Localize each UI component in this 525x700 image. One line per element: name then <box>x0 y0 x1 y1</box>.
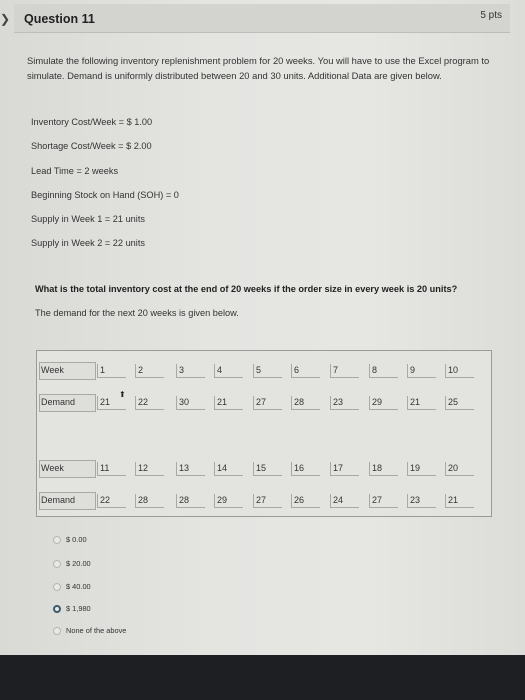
demand-cell: 21 <box>448 495 459 505</box>
week-cell: 5 <box>256 365 262 375</box>
week-cell: 14 <box>217 463 228 473</box>
demand-cell: 28 <box>294 397 305 407</box>
demand-cell: 21 <box>100 397 111 407</box>
demand-cell: 23 <box>410 495 421 505</box>
week-cell: 12 <box>138 463 149 473</box>
demand-cell: 22 <box>138 397 149 407</box>
week-cell: 13 <box>179 463 190 473</box>
week-cell: 1 <box>100 365 106 375</box>
demand-cell: 22 <box>100 495 111 505</box>
week-label: Week <box>41 365 64 375</box>
answer-option-label: None of the above <box>66 626 127 635</box>
week-cell: 18 <box>372 463 383 473</box>
demand-note: The demand for the next 20 weeks is given below. <box>35 308 239 318</box>
radio-icon[interactable] <box>53 627 61 635</box>
param-shortage-cost: Shortage Cost/Week = $ 2.00 <box>31 141 152 151</box>
radio-icon[interactable] <box>53 536 61 544</box>
demand-label: Demand <box>41 397 76 407</box>
param-supply-week2: Supply in Week 2 = 22 units <box>31 238 145 248</box>
week-cell: 3 <box>179 365 185 375</box>
demand-cell: 29 <box>372 397 383 407</box>
answer-option-label: $ 40.00 <box>66 582 91 591</box>
answer-option-label: $ 1,980 <box>66 604 91 613</box>
week-cell: 20 <box>448 463 459 473</box>
radio-icon[interactable] <box>53 560 61 568</box>
week-cell: 16 <box>294 463 305 473</box>
week-cell: 19 <box>410 463 421 473</box>
demand-cell: 21 <box>410 397 421 407</box>
answer-option-label: $ 20.00 <box>66 559 91 568</box>
week-cell: 7 <box>333 365 339 375</box>
answer-option[interactable] <box>53 535 87 544</box>
week-cell: 6 <box>294 365 300 375</box>
week-label: Week <box>41 463 64 473</box>
week-cell: 8 <box>372 365 378 375</box>
answer-option[interactable] <box>53 604 91 613</box>
radio-selected-icon[interactable] <box>53 605 61 613</box>
week-cell: 4 <box>217 365 223 375</box>
chevron-right-icon[interactable]: ❯ <box>0 12 11 26</box>
demand-label: Demand <box>41 495 76 505</box>
week-cell: 2 <box>138 365 144 375</box>
param-supply-week1: Supply in Week 1 = 21 units <box>31 214 145 224</box>
demand-cell: 27 <box>256 397 267 407</box>
answer-option[interactable] <box>53 582 91 591</box>
question-title: Question 11 <box>24 12 95 26</box>
demand-cell: 24 <box>333 495 344 505</box>
answer-option[interactable] <box>53 626 126 635</box>
demand-cell: 21 <box>217 397 228 407</box>
question-prompt: What is the total inventory cost at the end of 20 weeks if the order size in every week is 20 units? <box>35 284 458 294</box>
demand-cell: 29 <box>217 495 228 505</box>
demand-cell: 27 <box>256 495 267 505</box>
demand-cell: 28 <box>179 495 190 505</box>
demand-cell: 27 <box>372 495 383 505</box>
question-header <box>14 4 510 33</box>
answer-option[interactable] <box>53 559 91 568</box>
week-cell: 11 <box>100 463 110 473</box>
week-cell: 17 <box>333 463 344 473</box>
answer-option-label: $ 0.00 <box>66 535 87 544</box>
demand-cell: 28 <box>138 495 149 505</box>
radio-icon[interactable] <box>53 583 61 591</box>
demand-cell: 26 <box>294 495 305 505</box>
week-cell: 15 <box>256 463 267 473</box>
question-points: 5 pts <box>480 10 502 21</box>
param-inventory-cost: Inventory Cost/Week = $ 1.00 <box>31 117 153 127</box>
demand-cell: 25 <box>448 397 459 407</box>
demand-table <box>36 350 492 517</box>
param-lead-time: Lead Time = 2 weeks <box>31 166 119 176</box>
param-beginning-soh: Beginning Stock on Hand (SOH) = 0 <box>31 190 179 200</box>
demand-cell: 30 <box>179 397 190 407</box>
question-intro: Simulate the following inventory replenishment problem for 20 weeks. You will have to use the Excel program to simulate. Demand is uniformly distributed between 20 and 30 units. Additional Data are given below. <box>27 55 490 81</box>
week-cell: 9 <box>410 365 416 375</box>
demand-cell: 23 <box>333 397 344 407</box>
mouse-cursor-icon: ⬆ <box>119 390 126 399</box>
week-cell: 10 <box>448 365 459 375</box>
